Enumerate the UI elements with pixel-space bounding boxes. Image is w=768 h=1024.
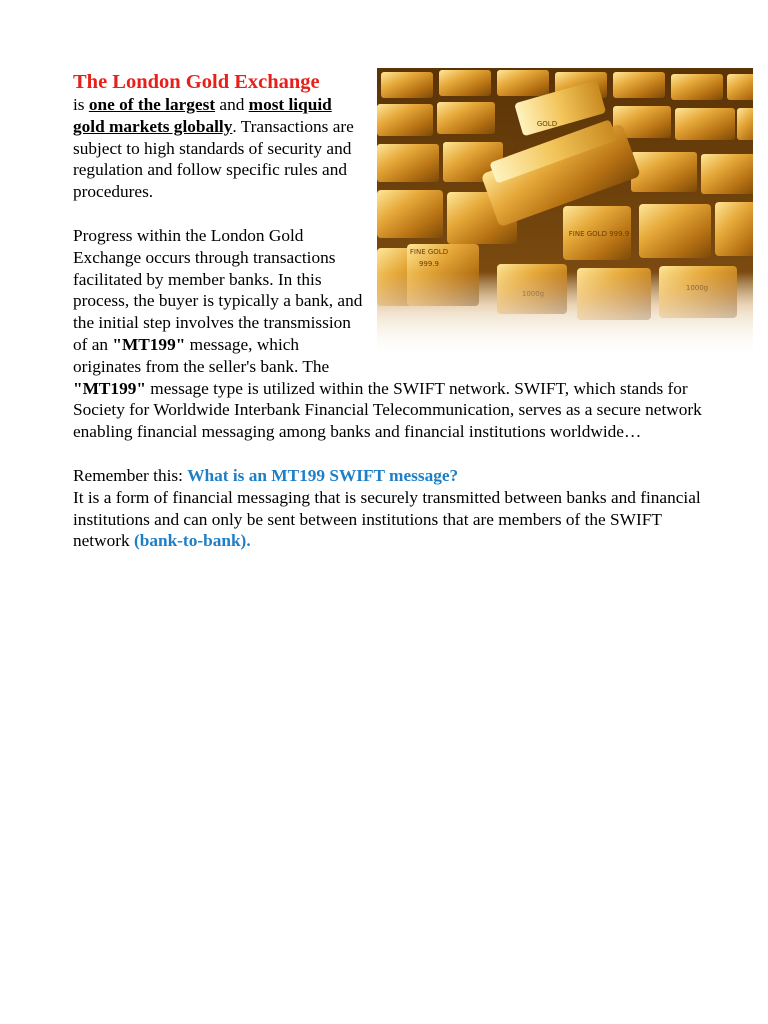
bank-to-bank-highlight: (bank-to-bank).	[133, 531, 251, 551]
page-title: The London Gold Exchange	[73, 71, 320, 93]
svg-text:GOLD: GOLD	[536, 120, 558, 128]
mt199-term: "MT199"	[73, 378, 146, 398]
gold-bars-photo-icon	[377, 68, 753, 358]
mt199-term: "MT199"	[112, 334, 186, 354]
intro-paragraph: is one of the largest and most liquid gold markets globally. Transactions are subject to high standards of security and regulation and follow specific rules and procedures.	[73, 95, 354, 202]
svg-text:FINE GOLD: FINE GOLD	[409, 248, 449, 256]
emphasis-largest: one of the largest	[88, 95, 216, 114]
question-highlight: What is an MT199 SWIFT message?	[187, 465, 459, 485]
svg-text:FINE GOLD 999.9: FINE GOLD 999.9	[568, 230, 630, 238]
emphasis-liquid: most liquid gold markets globally	[73, 95, 332, 136]
gold-bars-image	[377, 68, 753, 358]
paragraph-gap	[73, 443, 713, 465]
svg-text:999.9: 999.9	[418, 260, 440, 268]
document-body	[73, 70, 713, 552]
remember-answer: It is a form of financial messaging that is securely transmitted between banks and financial institutions and can only be sent between institutions that are members of the SWIFT network (bank-to-bank).	[73, 487, 701, 551]
remember-question: Remember this: What is an MT199 SWIFT message?	[73, 465, 459, 485]
progress-paragraph: Progress within the London Gold Exchange occurs through transactions facilitated by member banks. In this process, the buyer is typically a bank, and the initial step involves the transmission of an "MT199" message, which originates from the seller's bank. The "MT199" message type is utilized within the SWIFT network. SWIFT, which stands for Society for Worldwide Interbank Financial Telecommunication, serves as a secure network enabling financial messaging among banks and financial institutions worldwide…	[73, 225, 702, 442]
